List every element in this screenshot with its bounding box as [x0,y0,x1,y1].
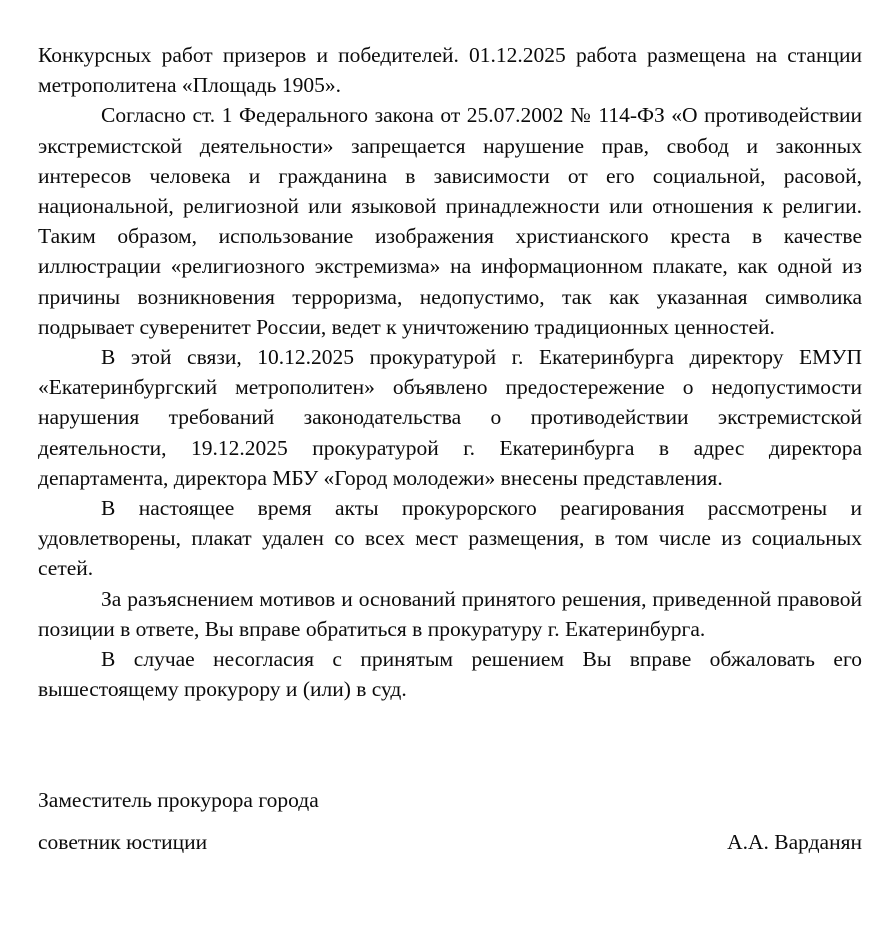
document-body [38,40,862,704]
paragraph-5: За разъяснением мотивов и оснований принятого решения, приведенной правовой позиции в ответе, Вы вправе обратиться в прокуратуру г. Екатеринбурга. [38,586,862,641]
paragraph-1: Конкурсных работ призеров и победителей. 01.12.2025 работа размещена на станции метрополитена «Площадь 1905». [38,43,862,98]
signatory-title-line-1: Заместитель прокурора города [38,788,319,812]
signatory-title-line-2: советник юстиции [38,830,208,854]
paragraph-2: Согласно ст. 1 Федерального закона от 25.07.2002 № 114-ФЗ «О противодействии экстремистской деятельности» запрещается нарушение прав, свобод и законных интересов человека и гражданина в зависимости от его социальной, расовой, национальной, религиозной или языковой принадлежности или отношения к религии. Таким образом, использование изображения христианского креста в качестве иллюстрации «религиозного экстремизма» на информационном плакате, как одной из причины возникновения терроризма, недопустимо, так как указанная символика подрывает суверенитет России, ведет к уничтожению традиционных ценностей. [38,103,862,339]
signature-row-name [38,827,862,857]
signature-block [38,785,862,857]
signature-row-title [38,785,862,815]
paragraph-4: В настоящее время акты прокурорского реагирования рассмотрены и удовлетворены, плакат удален со всех мест размещения, в том числе из социальных сетей. [38,496,862,581]
paragraph-6: В случае несогласия с принятым решением Вы вправе обжаловать его вышестоящему прокурору и (или) в суд. [38,647,862,702]
signatory-name: А.А. Варданян [727,830,862,854]
paragraph-3: В этой связи, 10.12.2025 прокуратурой г. Екатеринбурга директору ЕМУП «Екатеринбургский метрополитен» объявлено предостережение о недопустимости нарушения требований законодательства о противодействии экстремистской деятельности, 19.12.2025 прокуратурой г. Екатеринбурга в адрес директора департамента, директора МБУ «Город молодежи» внесены представления. [38,345,862,490]
